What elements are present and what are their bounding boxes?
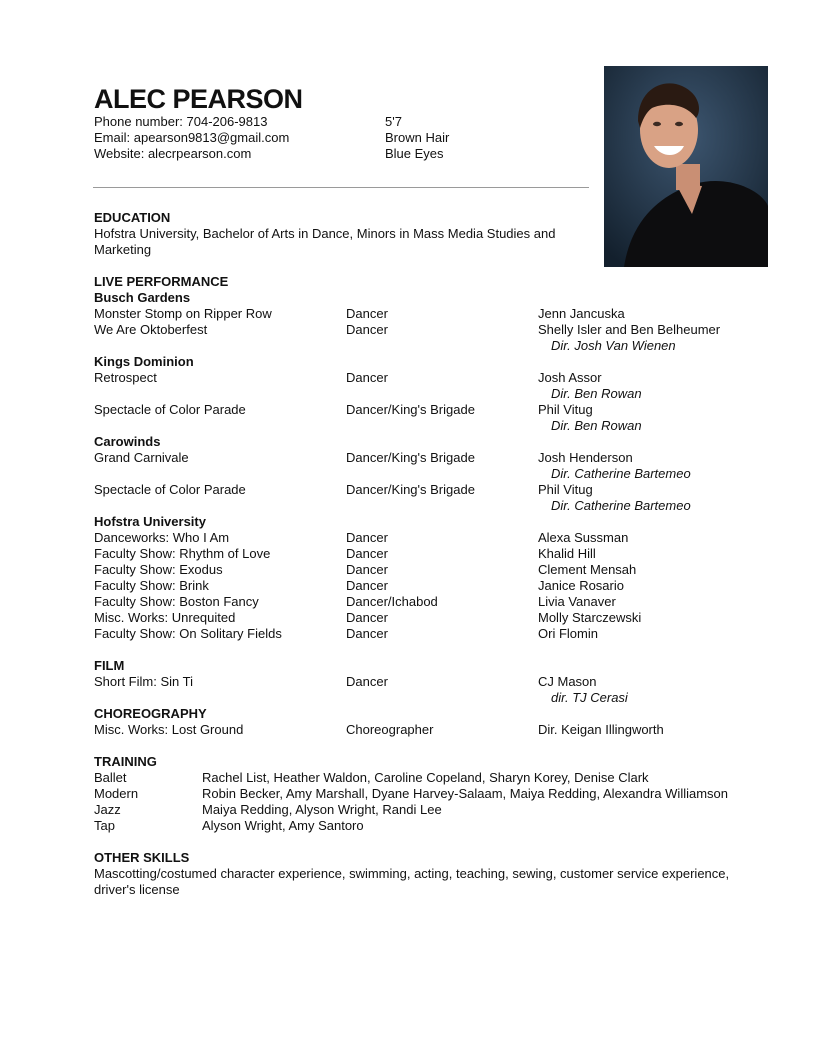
training-heading: TRAINING bbox=[94, 754, 157, 769]
credit-title: Monster Stomp on Ripper Row bbox=[94, 306, 272, 321]
credit-role: Dancer bbox=[346, 546, 388, 561]
choreography-heading: CHOREOGRAPHY bbox=[94, 706, 207, 721]
applicant-name: ALEC PEARSON bbox=[94, 84, 303, 114]
email-address: Email: apearson9813@gmail.com bbox=[94, 130, 290, 145]
credit-person: Alexa Sussman bbox=[538, 530, 629, 545]
header-divider bbox=[93, 187, 589, 188]
other-skills-heading: OTHER SKILLS bbox=[94, 850, 190, 865]
website: Website: alecrpearson.com bbox=[94, 146, 252, 161]
credit-title: Danceworks: Who I Am bbox=[94, 530, 230, 545]
credit-person: CJ Mason bbox=[538, 674, 597, 689]
credit-title: Misc. Works: Lost Ground bbox=[94, 722, 244, 737]
credit-person: Jenn Jancuska bbox=[538, 306, 625, 321]
credit-person: Molly Starczewski bbox=[538, 610, 642, 625]
credit-person: Clement Mensah bbox=[538, 562, 637, 577]
credit-title: Spectacle of Color Parade bbox=[94, 402, 246, 417]
credit-person: Shelly Isler and Ben Belheumer bbox=[538, 322, 721, 337]
venue-carowinds: Carowinds bbox=[94, 434, 161, 449]
training-teachers: Maiya Redding, Alyson Wright, Randi Lee bbox=[202, 802, 442, 817]
credit-title: Short Film: Sin Ti bbox=[94, 674, 193, 689]
venue-hofstra-university: Hofstra University bbox=[94, 514, 206, 529]
eye-color: Blue Eyes bbox=[385, 146, 444, 161]
training-teachers: Rachel List, Heather Waldon, Caroline Copeland, Sharyn Korey, Denise Clark bbox=[202, 770, 649, 785]
education-line: Marketing bbox=[94, 242, 152, 257]
training-style: Jazz bbox=[94, 802, 121, 817]
credit-person: Dir. Keigan Illingworth bbox=[538, 722, 664, 737]
height: 5'7 bbox=[385, 114, 402, 129]
training-style: Ballet bbox=[94, 770, 127, 785]
credit-title: We Are Oktoberfest bbox=[94, 322, 208, 337]
credit-role: Dancer bbox=[346, 306, 388, 321]
credit-role: Dancer bbox=[346, 610, 388, 625]
credit-title: Grand Carnivale bbox=[94, 450, 189, 465]
credit-director: Dir. Catherine Bartemeo bbox=[551, 498, 691, 513]
credit-person: Josh Henderson bbox=[538, 450, 633, 465]
credit-role: Dancer bbox=[346, 626, 388, 641]
headshot-photo bbox=[604, 66, 768, 267]
headshot-illustration bbox=[604, 66, 768, 267]
phone-number: Phone number: 704-206-9813 bbox=[94, 114, 268, 129]
credit-role: Dancer bbox=[346, 322, 388, 337]
credit-director: Dir. Catherine Bartemeo bbox=[551, 466, 691, 481]
credit-director: Dir. Ben Rowan bbox=[551, 386, 642, 401]
credit-role: Dancer/King's Brigade bbox=[346, 482, 475, 497]
other-skills-line: driver's license bbox=[94, 882, 180, 897]
training-teachers: Alyson Wright, Amy Santoro bbox=[202, 818, 364, 833]
credit-role: Dancer/King's Brigade bbox=[346, 402, 475, 417]
training-teachers: Robin Becker, Amy Marshall, Dyane Harvey-Salaam, Maiya Redding, Alexandra Williamson bbox=[202, 786, 728, 801]
credit-person: Phil Vitug bbox=[538, 482, 593, 497]
credit-title: Retrospect bbox=[94, 370, 157, 385]
credit-role: Choreographer bbox=[346, 722, 434, 737]
credit-role: Dancer bbox=[346, 578, 388, 593]
credit-role: Dancer bbox=[346, 562, 388, 577]
credit-role: Dancer bbox=[346, 370, 388, 385]
credit-person: Janice Rosario bbox=[538, 578, 624, 593]
credit-title: Faculty Show: On Solitary Fields bbox=[94, 626, 282, 641]
credit-director: dir. TJ Cerasi bbox=[551, 690, 628, 705]
credit-person: Khalid Hill bbox=[538, 546, 596, 561]
training-style: Modern bbox=[94, 786, 139, 801]
live-performance-heading: LIVE PERFORMANCE bbox=[94, 274, 229, 289]
other-skills-line: Mascotting/costumed character experience, swimming, acting, teaching, sewing, customer service experience, bbox=[94, 866, 730, 881]
hair-color: Brown Hair bbox=[385, 130, 450, 145]
education-line: Hofstra University, Bachelor of Arts in Dance, Minors in Mass Media Studies and bbox=[94, 226, 556, 241]
credit-title: Spectacle of Color Parade bbox=[94, 482, 246, 497]
venue-busch-gardens: Busch Gardens bbox=[94, 290, 191, 305]
credit-title: Faculty Show: Rhythm of Love bbox=[94, 546, 271, 561]
credit-title: Faculty Show: Boston Fancy bbox=[94, 594, 259, 609]
credit-person: Ori Flomin bbox=[538, 626, 598, 641]
credit-person: Livia Vanaver bbox=[538, 594, 616, 609]
education-heading: EDUCATION bbox=[94, 210, 171, 225]
credit-person: Josh Assor bbox=[538, 370, 602, 385]
credit-title: Misc. Works: Unrequited bbox=[94, 610, 236, 625]
venue-kings-dominion: Kings Dominion bbox=[94, 354, 194, 369]
film-heading: FILM bbox=[94, 658, 125, 673]
credit-title: Faculty Show: Brink bbox=[94, 578, 209, 593]
training-style: Tap bbox=[94, 818, 115, 833]
credit-title: Faculty Show: Exodus bbox=[94, 562, 223, 577]
credit-role: Dancer bbox=[346, 674, 388, 689]
credit-director: Dir. Josh Van Wienen bbox=[551, 338, 676, 353]
credit-role: Dancer bbox=[346, 530, 388, 545]
credit-director: Dir. Ben Rowan bbox=[551, 418, 642, 433]
credit-role: Dancer/King's Brigade bbox=[346, 450, 475, 465]
credit-person: Phil Vitug bbox=[538, 402, 593, 417]
credit-role: Dancer/Ichabod bbox=[346, 594, 438, 609]
